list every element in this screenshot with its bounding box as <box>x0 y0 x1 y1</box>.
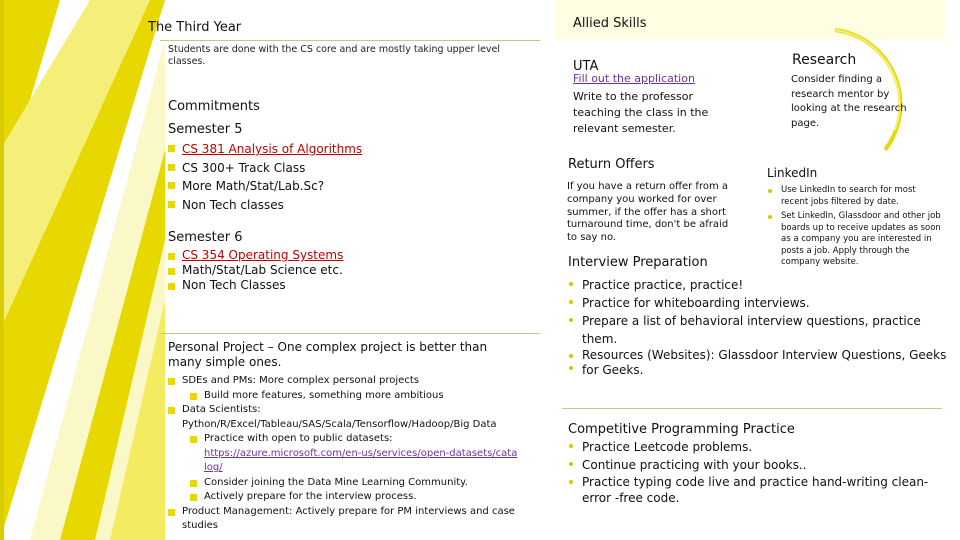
list-item[interactable]: CS 354 Operating Systems <box>168 248 528 263</box>
divider <box>160 333 540 334</box>
semester-6-heading: Semester 6 <box>168 230 243 245</box>
list-item: Prepare a list of behavioral interview questions, practice them. <box>568 312 948 348</box>
uta-text: Write to the professor teaching the class in the relevant semester. <box>573 90 709 135</box>
page-title: The Third Year <box>148 20 242 35</box>
list-item: Actively prepare for the interview process. <box>190 490 518 505</box>
list-item: Math/Stat/Lab Science etc. <box>168 263 528 278</box>
list-item: Data Scientists: Python/R/Excel/Tableau/SAS/Scala/Tensorflow/Hadoop/Big Data <box>168 403 518 432</box>
list-item: Practice Leetcode problems. <box>568 438 943 456</box>
uta-application-link[interactable]: Fill out the application <box>573 72 695 85</box>
intro-text: Students are done with the CS core and are mostly taking upper level classes. <box>168 44 501 67</box>
list-item: SDEs and PMs: More complex personal projects <box>168 374 518 389</box>
competitive-programming-heading: Competitive Programming Practice <box>568 422 795 437</box>
list-item: Resources (Websites): Glassdoor Interview Questions, Geeks for Geeks. <box>568 348 948 378</box>
return-offers-text: If you have a return offer from a company you worked for over summer, if the offer has a short turnaround time, don't be afraid to say no. <box>567 181 729 244</box>
interview-heading: Interview Preparation <box>568 255 708 270</box>
commitments-heading: Commitments <box>168 99 260 114</box>
research-text: Consider finding a research mentor by looking at the research page. <box>791 74 907 129</box>
semester-6-list <box>168 248 528 293</box>
uta-heading: UTA <box>573 59 599 74</box>
list-item[interactable]: CS 381 Analysis of Algorithms <box>168 140 528 159</box>
list-item: Non Tech classes <box>168 196 528 215</box>
list-item: More Math/Stat/Lab.Sc? <box>168 177 528 196</box>
interview-list <box>568 276 948 378</box>
research-heading: Research <box>792 52 857 68</box>
list-item: Practice practice, practice! <box>568 276 948 294</box>
return-offers-heading: Return Offers <box>568 157 655 172</box>
list-item: Consider joining the Data Mine Learning Community. <box>190 476 518 491</box>
linkedin-heading: LinkedIn <box>767 166 818 180</box>
list-item: Set LinkedIn, Glassdoor and other job boards up to receive updates as soon as a company you are interested in posts a job. Apply through the company website. <box>767 211 942 269</box>
allied-skills-heading: Allied Skills <box>573 16 647 31</box>
competitive-programming-list <box>568 438 943 506</box>
semester-5-list <box>168 140 528 214</box>
project-list <box>168 374 518 534</box>
linkedin-list <box>767 185 942 269</box>
datasets-link[interactable]: https://azure.microsoft.com/en-us/services/open-datasets/catalog/ <box>204 447 518 473</box>
empty-bullet <box>569 366 573 370</box>
list-item: Practice for whiteboarding interviews. <box>568 294 948 312</box>
project-heading: Personal Project – One complex project is better than many simple ones. <box>168 340 488 369</box>
list-item: Non Tech Classes <box>168 278 528 293</box>
list-item: Use LinkedIn to search for most recent jobs filtered by date. <box>767 185 942 208</box>
divider <box>562 408 942 409</box>
divider <box>160 40 540 41</box>
bg-edge <box>0 0 4 540</box>
list-item: Continue practicing with your books.. <box>568 456 943 474</box>
list-item: Product Management: Actively prepare for PM interviews and case studies <box>168 505 518 534</box>
list-item: Practice typing code live and practice hand-writing clean-error -free code. <box>568 474 943 506</box>
list-item: Practice with open to public datasets: https://azure.microsoft.com/en-us/services/open-datasets/catalog/ <box>190 432 518 476</box>
list-item: Build more features, something more ambitious <box>190 389 518 404</box>
semester-5-heading: Semester 5 <box>168 122 243 137</box>
list-item: CS 300+ Track Class <box>168 159 528 178</box>
